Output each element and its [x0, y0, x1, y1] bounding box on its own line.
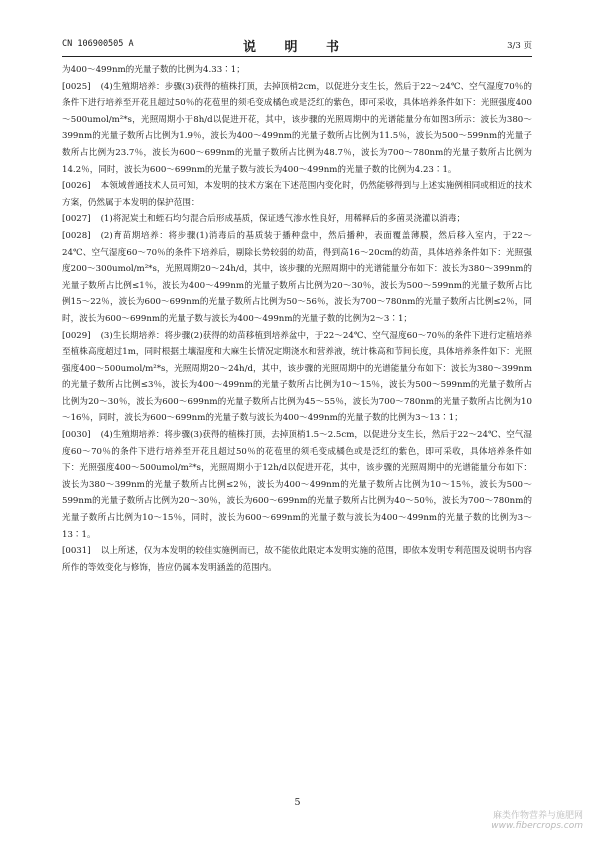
paragraph-text: (4)生殖期培养：步骤(3)获得的植株打顶，去掉顶梢2cm，以促进分支生长，然后于22～24℃、空气湿度70％的条件下进行培养至开花且超过50％的花苞里的须毛变成橘色或是泛红的紫色，即可采收，具体培养条件如下：光照强度400～500umol/m²*s，光照周期小于8h/d以促进开花，其中，该步骤的光照周期中的光谱能量分布如图3所示：波长为380～399nm的光量子数所占比例为1.9％，波长为400～499nm的光量子数所占比例为11.5％，波长为500～599nm的光量子数所占比例为23.7％，波长为600～699nm的光量子数所占比例为48.7％，波长为700～780nm的光量子数所占比例为14.2％，同时，波长为600～699nm的光量子数与波长为400～499nm的光量子数的比例为4.23∶1。: [62, 81, 532, 175]
document-title: 说 明 书: [242, 40, 352, 55]
document-body: [62, 62, 532, 576]
paragraph-number: [0029]: [62, 330, 91, 341]
paragraph-0027: [62, 211, 532, 228]
paragraph-text: (1)将泥炭土和蛭石均匀混合后形成基质，保证透气渗水性良好，用稀释后的多菌灵浇灌以消毒；: [100, 214, 466, 225]
paragraph-number: [0030]: [62, 430, 91, 441]
paragraph-number: [0027]: [62, 214, 91, 225]
paragraph-text: (3)生长期培养：将步骤(2)获得的幼苗移植到培养盆中，于22～24℃、空气湿度60～70％的条件下进行定植培养至植株高度超过1m，同时根据土壤湿度和大麻生长情况定期浇水和营养液，统计株高和节间长度，具体培养条件如下：光照强度400～500umol/m²*s，光照周期20～24h/d，其中，该步骤的光照周期中的光谱能量分布如下：波长为380～399nm的光量子数所占比例≤3％，波长为400～499nm的光量子数所占比例为10～15％，波长为500～599nm的光量子数所占比例为20～30％，波长为600～699nm的光量子数所占比例为45～55％，波长为700～780nm的光量子数所占比例为10～16％，同时，波长为600～699nm的光量子数与波长为400～499nm的光量子数的比例为3～13∶1；: [62, 330, 532, 424]
paragraph-number: [0026]: [62, 181, 91, 192]
page-indicator: 3/3 页: [507, 41, 532, 51]
paragraph-number: [0031]: [62, 546, 91, 557]
site-watermark: [443, 808, 583, 834]
paragraph-text: (4)生殖期培养：将步骤(3)获得的植株打顶，去掉顶梢1.5～2.5cm，以促进分支生长，然后于22～24℃、空气湿度60～70％的条件下进行培养至开花且超过50％的花苞里的须毛变成橘色或是泛红的紫色，即可采收，具体培养条件如下：光照强度400～500umol/m²*s，光照周期小于12h/d以促进开花，其中，该步骤的光照周期中的光谱能量分布如下：波长为380～399nm的光量子数所占比例≤2％，波长为400～499nm的光量子数所占比例为10～15％，波长为500～599nm的光量子数所占比例为20～30％，波长为600～699nm的光量子数所占比例为40～50％，波长为700～780nm的光量子数所占比例为10～15％，同时，波长为600～699nm的光量子数与波长为400～499nm的光量子数的比例为3～13∶1。: [62, 430, 532, 540]
paragraph-continuation: [62, 62, 532, 79]
paragraph-0025: [62, 79, 532, 179]
paragraph-0026: [62, 178, 532, 211]
paragraph-number: [0025]: [62, 81, 91, 92]
header-divider: [62, 56, 532, 57]
paragraph-text: 为400～499nm的光量子数的比例为4.33∶1；: [62, 65, 245, 75]
paragraph-number: [0028]: [62, 230, 91, 241]
paragraph-0030: [62, 427, 532, 543]
watermark-site-url: www.fibercrops.com: [491, 821, 583, 831]
paragraph-text: (2)育苗期培养：将步骤(1)消毒后的基质装于播种盘中，然后播种，表面覆盖薄膜，然后移入室内，于22～24℃、空气湿度60～70％的条件下培养后，剔除长势较弱的幼苗，得到高16～20cm的幼苗，具体培养条件如下：光照强度200～300umol/m²*s，光照周期20～24h/d，其中，该步骤的光照周期中的光谱能量分布如下：波长为380～399nm的光量子数所占比例≤1％，波长为400～499nm的光量子数所占比例为20～30％，波长为500～599nm的光量子数所占比例15～22％，波长为600～699nm的光量子数所占比例为50～56％，波长为700～780nm的光量子数所占比例≤2％，同时，波长为600～699nm的光量子数与波长为400～499nm的光量子数的比例为2～3∶1；: [62, 230, 532, 324]
page-number: 5: [294, 797, 301, 808]
paragraph-text: 以上所述，仅为本发明的较佳实施例而已，故不能依此限定本发明实施的范围，即依本发明专利范围及说明书内容所作的等效变化与修饰，皆应仍属本发明涵盖的范围内。: [62, 546, 532, 573]
paragraph-0031: [62, 543, 532, 576]
publication-number: CN 106900505 A: [62, 39, 134, 49]
page-header: [62, 36, 532, 54]
paragraph-0028: [62, 228, 532, 328]
watermark-site-name: 麻类作物营养与施肥网: [492, 811, 583, 821]
paragraph-0029: [62, 328, 532, 428]
paragraph-text: 本领域普通技术人员可知，本发明的技术方案在下述范围内变化时，仍然能够得到与上述实施例相同或相近的技术方案，仍然属于本发明的保护范围：: [62, 181, 532, 208]
